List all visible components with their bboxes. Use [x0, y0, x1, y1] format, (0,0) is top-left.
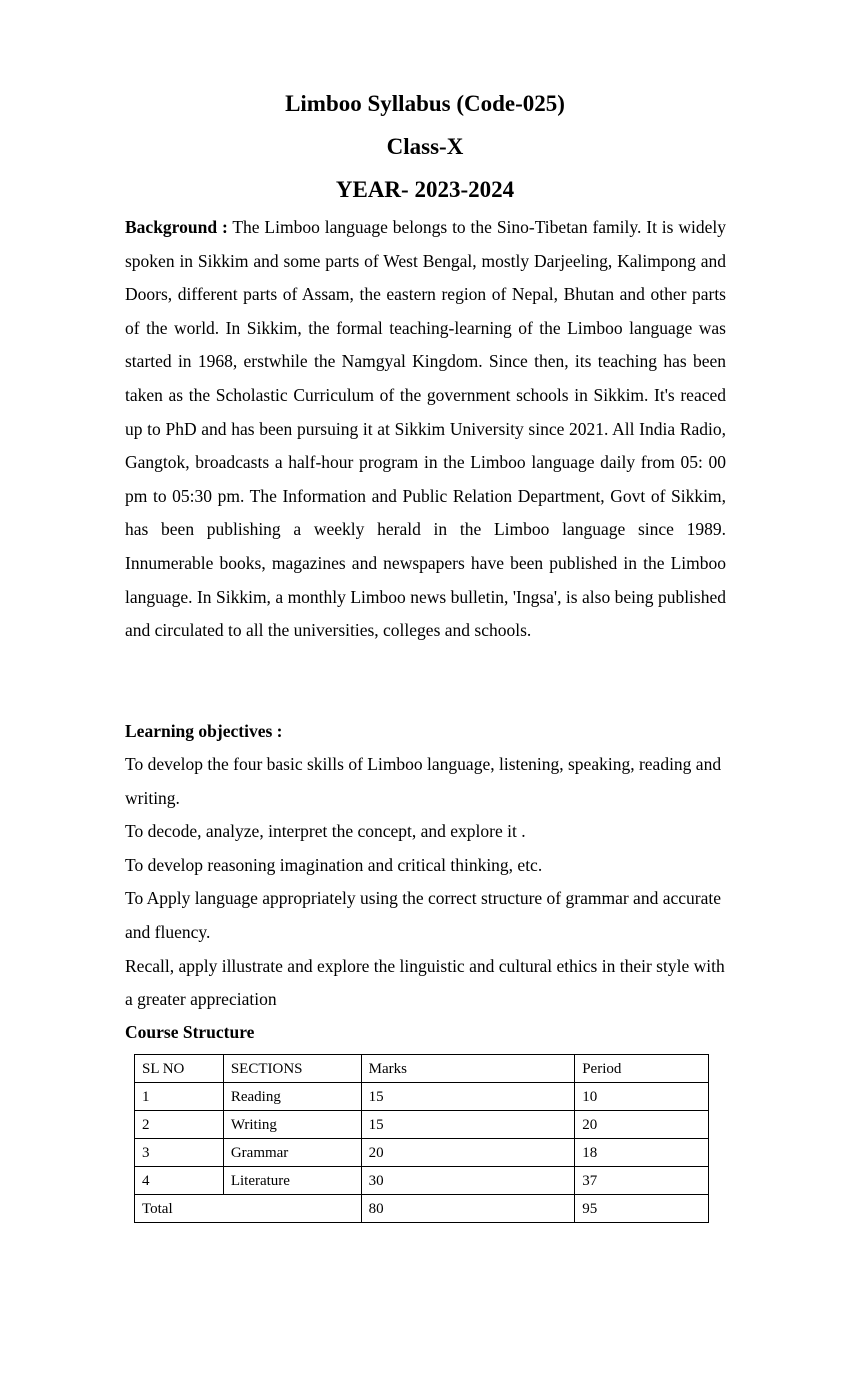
objective-item: To decode, analyze, interpret the concept, and explore it .	[125, 821, 526, 842]
learning-objectives-title: Learning objectives :	[125, 721, 283, 741]
objective-item: To Apply language appropriately using the correct structure of grammar and accurate and fluency.	[125, 888, 721, 942]
table-cell: 2	[135, 1111, 224, 1139]
objective-item: To develop the four basic skills of Limboo language, listening, speaking, reading and writing.	[125, 754, 722, 808]
objective-item: Recall, apply illustrate and explore the linguistic and cultural ethics in their style with a greater appreciation	[125, 955, 725, 1010]
course-structure-title: Course Structure	[125, 1022, 255, 1042]
table-cell: 3	[135, 1139, 224, 1167]
table-row	[135, 1139, 709, 1167]
table-cell: 20	[361, 1139, 575, 1167]
header-cell-sl-no: SL NO	[135, 1055, 224, 1083]
table-cell: 10	[575, 1083, 709, 1111]
table-cell: Writing	[223, 1111, 361, 1139]
table-total-row	[135, 1195, 709, 1223]
background-text: The Limboo language belongs to the Sino-Tibetan family. It is widely spoken in Sikkim and some parts of West Bengal, mostly Darjeeling, Kalimpong and Doors, different parts of Assam, the eastern region of Nepal, Bhutan and other parts of the world. In Sikkim, the formal teaching-learning of the Limboo language was started in 1968, erstwhile the Namgyal Kingdom. Since then, its teaching has been taken as the Scholastic Curriculum of the government schools in Sikkim. It's reaced up to PhD and has been pursuing it at Sikkim University since 2021. All India Radio, Gangtok, broadcasts a half-hour program in the Limboo language daily from 05: 00 pm to 05:30 pm. The Information and Public Relation Department, Govt of Sikkim, has been publishing a weekly herald in the Limboo language since 1989. Innumerable books, magazines and newspapers have been published in the Limboo language. In Sikkim, a monthly Limboo news bulletin, 'Ingsa', is also being published and circulated to all the universities, colleges and schools.	[125, 217, 726, 641]
header-cell-sections: SECTIONS	[223, 1055, 361, 1083]
table-row	[135, 1111, 709, 1139]
table-row	[135, 1083, 709, 1111]
table-cell: 4	[135, 1167, 224, 1195]
table-cell: 30	[361, 1167, 575, 1195]
table-header-row	[135, 1055, 709, 1083]
table-cell: 15	[361, 1111, 575, 1139]
table-cell: 15	[361, 1083, 575, 1111]
header-cell-marks: Marks	[361, 1055, 575, 1083]
table-cell: 18	[575, 1139, 709, 1167]
objective-item: To develop reasoning imagination and critical thinking, etc.	[125, 854, 543, 875]
background-paragraph	[125, 211, 726, 648]
total-period-cell: 95	[575, 1195, 709, 1223]
table-cell: Literature	[223, 1167, 361, 1195]
year-heading: YEAR- 2023-2024	[335, 177, 515, 202]
total-label-cell: Total	[135, 1195, 362, 1223]
total-marks-cell: 80	[361, 1195, 575, 1223]
background-label: Background :	[125, 217, 228, 237]
learning-objectives-list	[125, 748, 726, 1017]
table-cell: Reading	[223, 1083, 361, 1111]
table-cell: 1	[135, 1083, 224, 1111]
table-cell: 20	[575, 1111, 709, 1139]
table-cell: 37	[575, 1167, 709, 1195]
table-row	[135, 1167, 709, 1195]
class-heading: Class-X	[386, 134, 464, 159]
course-structure-table	[134, 1054, 709, 1223]
table-cell: Grammar	[223, 1139, 361, 1167]
document-title: Limboo Syllabus (Code-025)	[285, 91, 565, 116]
header-cell-period: Period	[575, 1055, 709, 1083]
